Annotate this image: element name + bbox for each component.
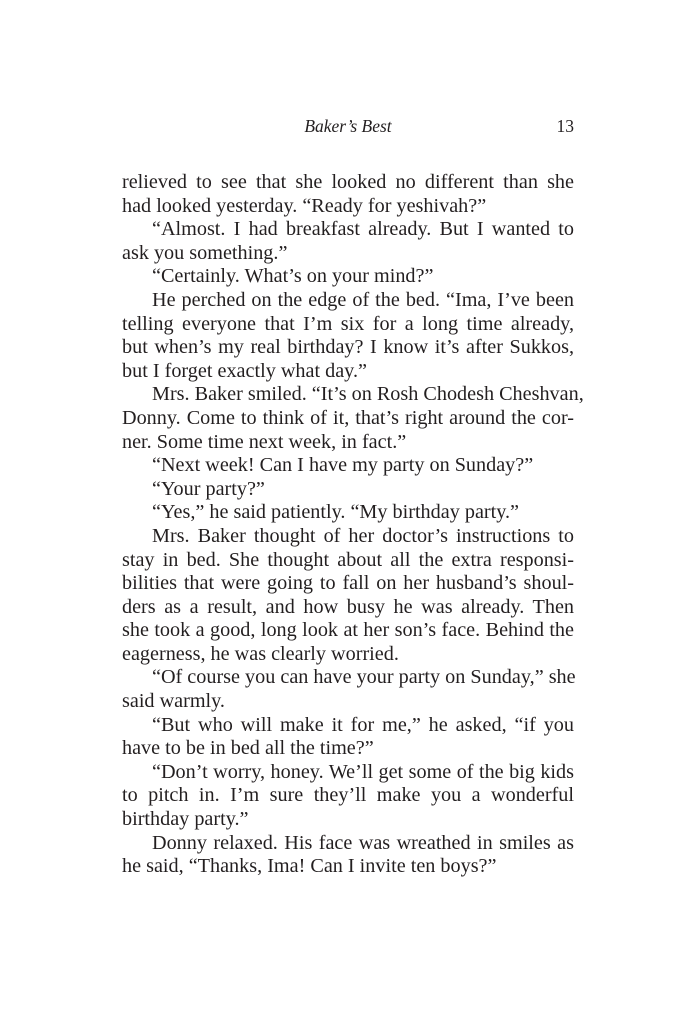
page-number: 13 bbox=[556, 116, 574, 136]
text-line: have to be in bed all the time?” bbox=[122, 737, 374, 760]
text-line: Donny. Come to think of it, that’s right around the cor- bbox=[122, 406, 574, 429]
text-line: “Certainly. What’s on your mind?” bbox=[152, 265, 434, 288]
body-text bbox=[122, 171, 584, 879]
text-line: had looked yesterday. “Ready for yeshivah?” bbox=[122, 194, 487, 217]
text-line: relieved to see that she looked no different than she bbox=[122, 171, 574, 193]
text-line: stay in bed. She thought about all the extra responsi- bbox=[122, 548, 574, 571]
text-line: he said, “Thanks, Ima! Can I invite ten boys?” bbox=[122, 855, 497, 878]
text-line: ders as a result, and how busy he was already. Then bbox=[122, 595, 574, 618]
text-line: but when’s my real birthday? I know it’s after Sukkos, bbox=[122, 336, 574, 359]
text-line: eagerness, he was clearly worried. bbox=[122, 642, 399, 665]
text-line: Mrs. Baker thought of her doctor’s instructions to bbox=[152, 524, 574, 547]
text-line: Donny relaxed. His face was wreathed in smiles as bbox=[152, 831, 574, 854]
text-line: “Almost. I had breakfast already. But I wanted to bbox=[152, 218, 574, 241]
text-line: Mrs. Baker smiled. “It’s on Rosh Chodesh Cheshvan, bbox=[152, 383, 584, 406]
text-line: bilities that were going to fall on her husband’s shoul- bbox=[122, 572, 574, 595]
text-line: “But who will make it for me,” he asked, “if you bbox=[152, 713, 574, 736]
text-line: “Don’t worry, honey. We’ll get some of the big kids bbox=[152, 760, 574, 783]
text-line: said warmly. bbox=[122, 690, 225, 713]
text-line: “Your party?” bbox=[152, 477, 265, 500]
text-line: birthday party.” bbox=[122, 808, 249, 831]
text-line: ask you something.” bbox=[122, 241, 288, 264]
text-line: ner. Some time next week, in fact.” bbox=[122, 430, 407, 453]
running-title: Baker’s Best bbox=[304, 116, 392, 136]
text-line: “Next week! Can I have my party on Sunday?” bbox=[152, 454, 534, 477]
text-line: to pitch in. I’m sure they’ll make you a wonderful bbox=[122, 784, 574, 807]
text-line: she took a good, long look at her son’s face. Behind the bbox=[122, 619, 574, 642]
text-line: but I forget exactly what day.” bbox=[122, 359, 367, 382]
text-line: “Yes,” he said patiently. “My birthday party.” bbox=[152, 501, 520, 524]
text-line: “Of course you can have your party on Sunday,” she bbox=[152, 666, 576, 689]
running-head bbox=[122, 114, 574, 138]
text-line: telling everyone that I’m six for a long time already, bbox=[122, 312, 574, 335]
text-line: He perched on the edge of the bed. “Ima, I’ve been bbox=[152, 288, 574, 311]
